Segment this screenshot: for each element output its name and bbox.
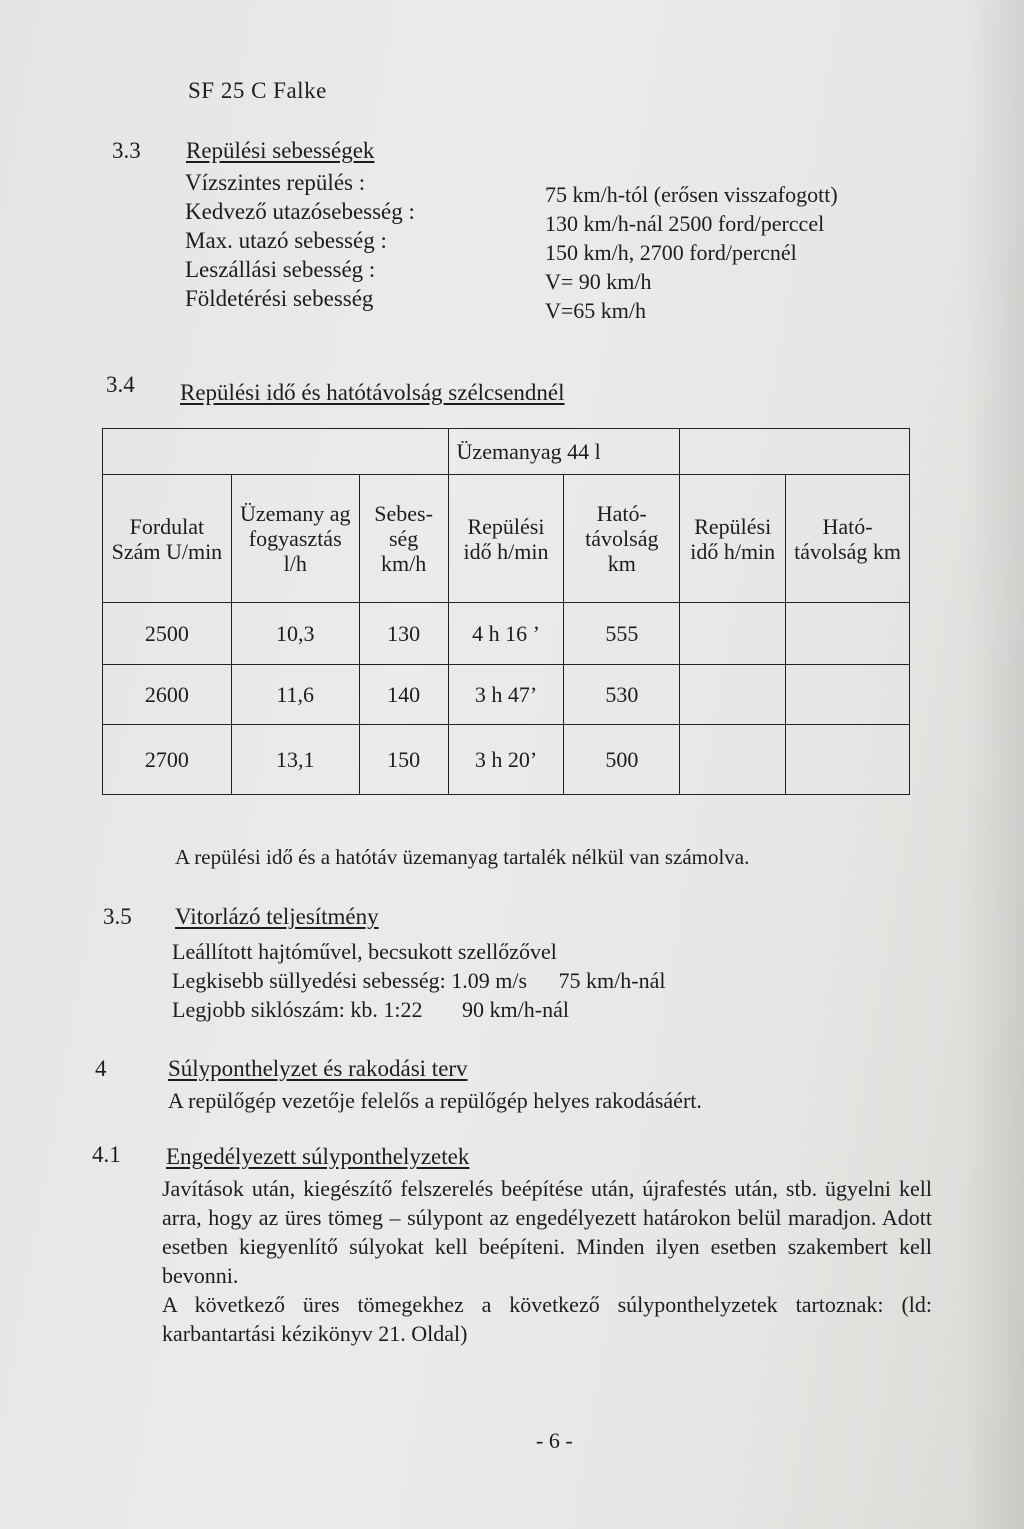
table-cell <box>786 603 910 665</box>
speed-value: 130 km/h-nál 2500 ford/perccel <box>545 211 825 236</box>
speed-label: Max. utazó sebesség : <box>185 228 387 253</box>
speed-label: Kedvező utazósebesség : <box>185 199 415 224</box>
page-header: SF 25 C Falke <box>188 78 327 103</box>
table-cell: 3 h 47’ <box>448 665 564 725</box>
table-row <box>103 603 910 665</box>
table-cell: 2600 <box>103 665 232 725</box>
best-glide-speed: 90 km/h-nál <box>462 997 569 1022</box>
table-cell <box>680 665 786 725</box>
table-cell: 130 <box>359 603 448 665</box>
table-row <box>103 725 910 795</box>
table-cell: 2700 <box>103 725 232 795</box>
table-cell: 150 <box>359 725 448 795</box>
speed-value: V= 90 km/h <box>545 269 652 294</box>
column-header-rpm: Fordulat Szám U/min <box>103 475 232 603</box>
min-sink-label: Legkisebb süllyedési sebesség: 1.09 m/s <box>172 968 528 993</box>
column-header-flight-time-2: Repülési idő h/min <box>680 475 786 603</box>
column-header-speed: Sebes- ség km/h <box>359 475 448 603</box>
section-3-3-number: 3.3 <box>112 138 141 163</box>
paragraph: A következő üres tömegekhez a következő súlyponthelyzetek tartoznak: (ld: karbantartási kézikönyv 21. Oldal) <box>162 1292 932 1346</box>
performance-table <box>102 428 910 795</box>
section-4-title: Súlyponthelyzet és rakodási terv <box>168 1056 468 1081</box>
fuel-quantity-header: Üzemanyag 44 l <box>448 429 680 475</box>
section-3-5-title: Vitorlázó teljesítmény <box>175 904 379 929</box>
best-glide-label: Legjobb siklószám: kb. 1:22 <box>172 997 423 1022</box>
table-cell: 2500 <box>103 603 232 665</box>
speed-values <box>545 180 838 325</box>
table-footnote: A repülési idő és a hatótáv üzemanyag tartalék nélkül van számolva. <box>175 845 750 869</box>
table-cell: 140 <box>359 665 448 725</box>
section-4-1-text <box>162 1174 932 1348</box>
section-3-3-title: Repülési sebességek <box>186 138 375 163</box>
table-row <box>103 665 910 725</box>
table-cell: 13,1 <box>231 725 359 795</box>
table-cell-empty <box>103 429 449 475</box>
column-header-flight-time: Repülési idő h/min <box>448 475 564 603</box>
table-cell <box>680 725 786 795</box>
table-cell <box>680 603 786 665</box>
table-cell: 555 <box>564 603 680 665</box>
glide-line <box>172 966 665 995</box>
table-group-header-row <box>103 429 910 475</box>
page-shadow <box>964 0 1024 1529</box>
section-4-number: 4 <box>95 1056 107 1081</box>
section-4-text: A repülőgép vezetője felelős a repülőgép helyes rakodásáért. <box>168 1088 702 1113</box>
column-header-range-2: Ható- távolság km <box>786 475 910 603</box>
table-cell: 11,6 <box>231 665 359 725</box>
table-cell: 530 <box>564 665 680 725</box>
table-cell <box>786 725 910 795</box>
speed-label: Vízszintes repülés : <box>185 170 366 195</box>
section-4-1-title: Engedélyezett súlyponthelyzetek <box>166 1144 470 1169</box>
paragraph: Javítások után, kiegészítő felszerelés beépítése után, újrafestés után, stb. ügyelni kell arra, hogy az üres tömeg – súlypont az engedélyezett határokon belül maradjon. Adott esetben kiegyenlítő súlyokat kell beépíteni. Minden ilyen esetben szakembert kell bevonni. <box>162 1176 932 1288</box>
glide-line <box>172 995 665 1024</box>
section-3-4-number: 3.4 <box>106 372 135 397</box>
speed-label: Földetérési sebesség <box>185 286 374 311</box>
section-4-1-number: 4.1 <box>92 1142 121 1167</box>
table-cell: 500 <box>564 725 680 795</box>
glide-line: Leállított hajtóművel, becsukott szellőzővel <box>172 939 557 964</box>
column-header-range: Ható- távolság km <box>564 475 680 603</box>
table-cell: 4 h 16 ’ <box>448 603 564 665</box>
section-3-4-title: Repülési idő és hatótávolság szélcsendnél <box>180 380 565 405</box>
speed-value: 75 km/h-tól (erősen visszafogott) <box>545 182 838 207</box>
glide-performance-text <box>172 937 665 1024</box>
speed-labels <box>185 168 415 313</box>
table-cell <box>786 665 910 725</box>
table-header-row <box>103 475 910 603</box>
table-cell: 3 h 20’ <box>448 725 564 795</box>
speed-value: V=65 km/h <box>545 298 647 323</box>
table-cell: 10,3 <box>231 603 359 665</box>
speed-value: 150 km/h, 2700 ford/percnél <box>545 240 797 265</box>
column-header-consumption: Üzemany ag fogyasztás l/h <box>231 475 359 603</box>
table-cell-empty <box>680 429 910 475</box>
section-3-5-number: 3.5 <box>103 904 132 929</box>
page-number: - 6 - <box>536 1428 573 1453</box>
speed-label: Leszállási sebesség : <box>185 257 376 282</box>
min-sink-speed: 75 km/h-nál <box>558 968 666 993</box>
